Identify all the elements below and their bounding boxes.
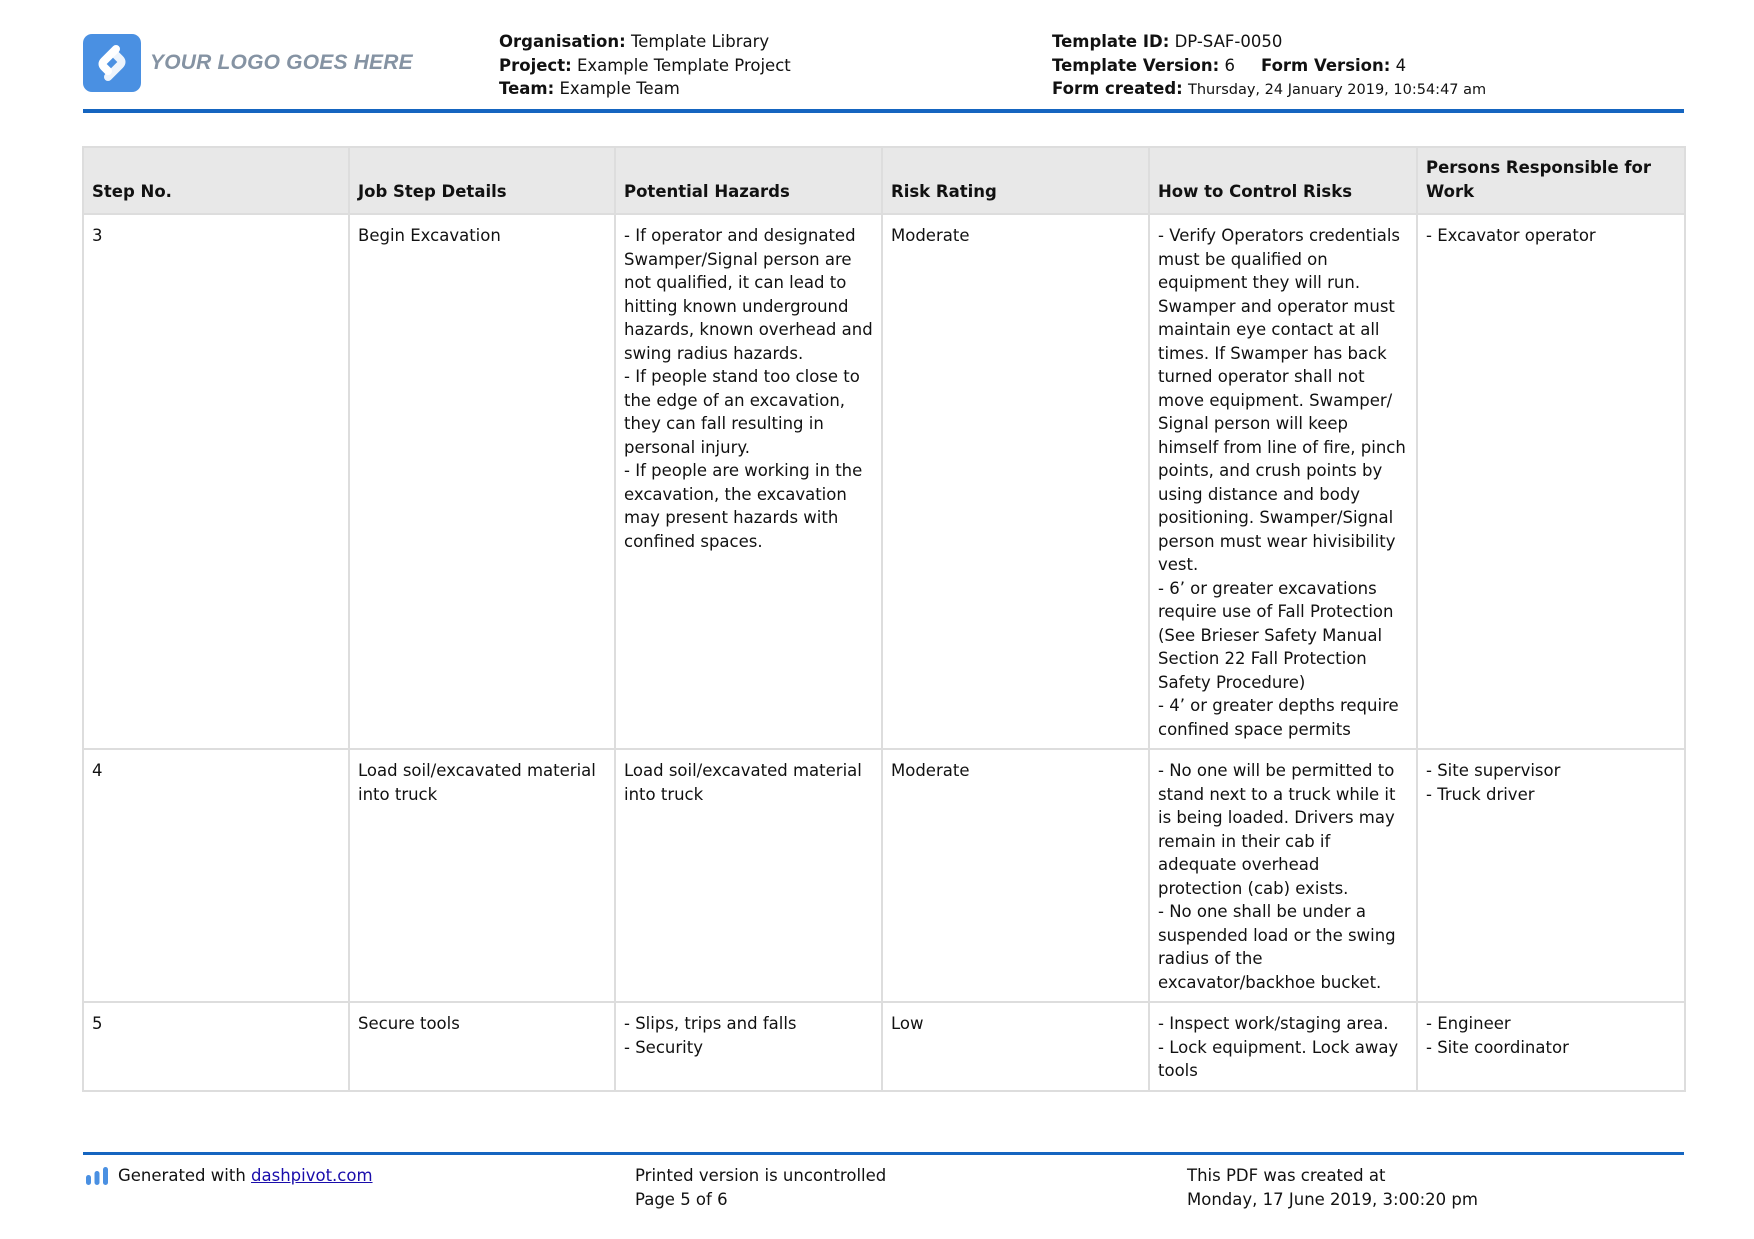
uncontrolled-notice: Printed version is uncontrolled <box>635 1166 887 1185</box>
organisation-line <box>499 30 791 54</box>
organisation-label: Organisation: <box>499 32 626 51</box>
version-line <box>1052 54 1486 78</box>
cell-potential-hazards: - If operator and designated Swamper/Signal person are not qualified, it can lead to hitting known underground hazards, known overhead and swing radius hazards. - If people stand too close to the edge of an excavation, they can fall resulting in personal injury. - If people are working in the excavation, the excavation may present hazards with confined spaces. <box>615 214 882 749</box>
form-created-label: Form created: <box>1052 79 1183 98</box>
pdf-created-value: Monday, 17 June 2019, 3:00:20 pm <box>1187 1189 1478 1209</box>
cell-risk-rating: Moderate <box>882 749 1149 1002</box>
logo-text: YOUR LOGO GOES HERE <box>150 51 413 74</box>
table-row <box>83 1002 1685 1091</box>
form-created-value: Thursday, 24 January 2019, 10:54:47 am <box>1188 82 1487 98</box>
generated-prefix: Generated with <box>118 1166 252 1185</box>
cell-job-step-details: Secure tools <box>349 1002 615 1091</box>
template-id-label: Template ID: <box>1052 32 1170 51</box>
header-step-no: Step No. <box>83 147 349 214</box>
cell-potential-hazards: Load soil/excavated material into truck <box>615 749 882 1002</box>
cell-job-step-details: Load soil/excavated material into truck <box>349 749 615 1002</box>
cell-step-no: 5 <box>83 1002 349 1091</box>
cell-persons-responsible: - Excavator operator <box>1417 214 1685 749</box>
logo-icon <box>83 34 141 92</box>
pdf-created-label: This PDF was created at <box>1187 1166 1386 1185</box>
project-value: Example Template Project <box>576 55 791 75</box>
team-line <box>499 77 791 101</box>
form-version-label: Form Version: <box>1260 55 1391 75</box>
header-how-to-control-risks: How to Control Risks <box>1149 147 1417 214</box>
project-label: Project: <box>499 55 572 75</box>
footer-divider <box>83 1152 1684 1155</box>
header-divider <box>83 109 1684 113</box>
page-number: Page 5 of 6 <box>635 1189 728 1209</box>
header-risk-rating: Risk Rating <box>882 147 1149 214</box>
template-version-value: 6 <box>1224 55 1235 75</box>
header-potential-hazards: Potential Hazards <box>615 147 882 214</box>
generated-with <box>85 1164 373 1188</box>
document-header <box>83 30 1683 110</box>
cell-step-no: 4 <box>83 749 349 1002</box>
table-row <box>83 214 1685 749</box>
cell-potential-hazards: - Slips, trips and falls - Security <box>615 1002 882 1091</box>
cell-risk-rating: Moderate <box>882 214 1149 749</box>
bar-chart-icon <box>85 1166 109 1186</box>
job-safety-analysis-table <box>82 146 1686 1092</box>
cell-persons-responsible: - Site supervisor - Truck driver <box>1417 749 1685 1002</box>
template-id-line <box>1052 30 1486 54</box>
project-info <box>499 30 791 101</box>
cell-persons-responsible: - Engineer - Site coordinator <box>1417 1002 1685 1091</box>
cell-risk-rating: Low <box>882 1002 1149 1091</box>
print-notice <box>635 1164 886 1211</box>
pdf-created-info <box>1187 1164 1478 1211</box>
form-created-line <box>1052 77 1486 103</box>
company-logo <box>83 34 413 92</box>
cell-control-risks: - No one will be permitted to stand next to a truck while it is being loaded. Drivers may remain in their cab if adequate overhead protection (cab) exists. - No one shall be under a suspended load or the swing radius of the excavator/backhoe bucket. <box>1149 749 1417 1002</box>
dashpivot-link[interactable]: dashpivot.com <box>251 1166 373 1185</box>
cell-control-risks: - Inspect work/staging area. - Lock equipment. Lock away tools <box>1149 1002 1417 1091</box>
header-job-step-details: Job Step Details <box>349 147 615 214</box>
template-id-value: DP-SAF-0050 <box>1174 32 1283 51</box>
cell-step-no: 3 <box>83 214 349 749</box>
project-line <box>499 54 791 78</box>
table-header-row <box>83 147 1685 214</box>
template-version-label: Template Version: <box>1052 55 1220 75</box>
team-value: Example Team <box>559 79 680 98</box>
form-version-value: 4 <box>1395 55 1407 75</box>
cell-control-risks: - Verify Operators credentials must be qualified on equipment they will run. Swamper and operator must maintain eye contact at all times. If Swamper has back turned operator shall not move equipment. Swamper/ Signal person will keep himself from line of fire, pinch points, and crush points by using distance and body positioning. Swamper/Signal person must wear hivisibility vest. - 6’ or greater excavations require use of Fall Protection (See Brieser Safety Manual Section 22 Fall Protection Safety Procedure) - 4’ or greater depths require confined space permits <box>1149 214 1417 749</box>
header-persons-responsible: Persons Responsible for Work <box>1417 147 1685 214</box>
team-label: Team: <box>499 79 555 98</box>
template-info <box>1052 30 1486 103</box>
cell-job-step-details: Begin Excavation <box>349 214 615 749</box>
organisation-value: Template Library <box>630 32 770 51</box>
table-row <box>83 749 1685 1002</box>
